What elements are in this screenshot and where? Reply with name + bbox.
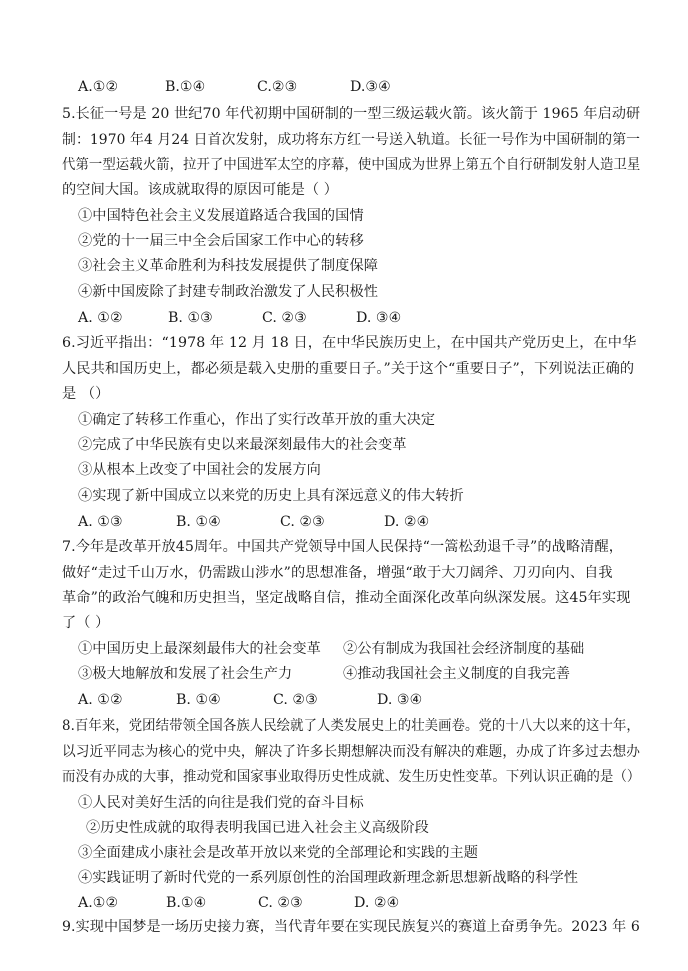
q8-options [78, 893, 399, 913]
q9-stem-line: 9.实现中国梦是一场历史接力赛，当代青年要在实现民族复兴的赛道上奋勇争先。2023 年 6 [62, 919, 640, 935]
q6-options [78, 512, 429, 532]
q5-option-d: D. ③④ [356, 310, 402, 326]
q5-item: ③社会主义革命胜利为科技发展提供了制度保障 [78, 258, 379, 274]
q6-item: ②完成了中华民族有史以来最深刻最伟大的社会变革 [78, 437, 407, 453]
q8-option-c: C. ②③ [258, 895, 303, 911]
q5-stem-line: 的空间大国。该成就取得的原因可能是（ ） [62, 182, 339, 198]
q5-stem-line: 制：1970 年4 月24 日首次发射，成功将东方红一号送入轨道。长征一号作为中国研制的第一 [62, 132, 641, 148]
q8-stem-line: 以习近平同志为核心的党中央，解决了许多长期想解决而没有解决的难题，办成了许多过去想办 [62, 744, 641, 760]
q5-option-a: A. ①② [78, 310, 123, 326]
q7-option-c: C. ②③ [273, 692, 318, 708]
q8-option-b: B.①④ [166, 895, 207, 911]
q5-stem-line: 5.长征一号是 20 世纪70 年代初期中国研制的一型三级运载火箭。该火箭于 1965 年启动研 [62, 106, 641, 122]
q5-option-c: C. ②③ [262, 310, 307, 326]
q4-option-b: B.①④ [165, 79, 206, 95]
q6-stem-line: 人民共和国历史上，都必须是载入史册的重要日子。”关于这个“重要日子”，下列说法正确的 [62, 361, 635, 377]
q5-item: ①中国特色社会主义发展道路适合我国的国情 [78, 208, 364, 224]
q8-item: ①人民对美好生活的向往是我们党的奋斗目标 [78, 795, 364, 811]
q7-stem-line: 了（ ） [62, 615, 110, 631]
q6-item: ③从根本上改变了中国社会的发展方向 [78, 462, 321, 478]
q6-option-a: A. ①③ [78, 514, 123, 530]
q4-option-c: C.②③ [257, 79, 298, 95]
q7-stem-line: 7.今年是改革开放45周年。中国共产党领导中国人民保持“一篙松劲退千寻”的战略清醒， [62, 539, 624, 555]
q6-stem-line: 是 （） [62, 386, 110, 402]
q5-item: ②党的十一届三中全会后国家工作中心的转移 [78, 233, 364, 249]
q4-option-a: A.①② [78, 79, 119, 95]
q8-option-a: A.①② [78, 895, 119, 911]
q6-option-d: D. ②④ [384, 514, 430, 530]
q7-stem-line: 做好“走过千山万水，仍需跋山涉水”的思想准备，增强“敢于大刀阔斧、刀刃向内、自我 [62, 565, 613, 581]
q8-stem-line: 而没有办成的大事，推动党和国家事业取得历史性成就、发生历史性变革。下列认识正确的是（） [62, 769, 641, 785]
q5-option-b: B. ①③ [168, 310, 213, 326]
q7-option-a: A. ①② [78, 692, 123, 708]
q7-item: ③极大地解放和发展了社会生产力 [78, 666, 293, 682]
q7-option-b: B. ①④ [176, 692, 221, 708]
q4-option-d: D.③④ [350, 79, 391, 95]
q5-item: ④新中国废除了封建专制政治激发了人民积极性 [78, 284, 379, 300]
q6-stem-line: 6.习近平指出：“1978 年 12 月 18 日，在中华民族历史上，在中国共产党历史上，在中华 [62, 335, 637, 351]
q7-stem-line: 革命”的政治气魄和历史担当，坚定战略自信，推动全面深化改革向纵深发展。这45年实现 [62, 590, 631, 606]
q5-stem-line: 代第一型运载火箭，拉开了中国进军太空的序幕，使中国成为世界上第五个自行研制发射人造卫星 [62, 157, 641, 173]
q7-option-d: D. ③④ [377, 692, 423, 708]
q6-option-b: B. ①④ [176, 514, 221, 530]
q7-options [78, 690, 422, 710]
q7-item: ①中国历史上最深刻最伟大的社会变革 [78, 641, 321, 657]
q4-options [78, 77, 391, 97]
q6-item: ④实现了新中国成立以来党的历史上具有深远意义的伟大转折 [78, 488, 464, 504]
q8-item: ④实践证明了新时代党的一系列原创性的治国理政新理念新思想新战略的科学性 [78, 870, 579, 886]
q6-item: ①确定了转移工作重心，作出了实行改革开放的重大决定 [78, 412, 436, 428]
q7-item: ④推动我国社会主义制度的自我完善 [343, 666, 571, 682]
q8-item: ②历史性成就的取得表明我国已进入社会主义高级阶段 [86, 820, 429, 836]
q8-item: ③全面建成小康社会是改革开放以来党的全部理论和实践的主题 [78, 845, 479, 861]
q6-option-c: C. ②③ [280, 514, 325, 530]
q5-options [78, 308, 401, 328]
q8-option-d: D. ②④ [354, 895, 400, 911]
q7-item: ②公有制成为我国社会经济制度的基础 [343, 641, 585, 657]
q8-stem-line: 8.百年来，党团结带领全国各族人民绘就了人类发展史上的壮美画卷。党的十八大以来的这十年， [62, 718, 640, 734]
